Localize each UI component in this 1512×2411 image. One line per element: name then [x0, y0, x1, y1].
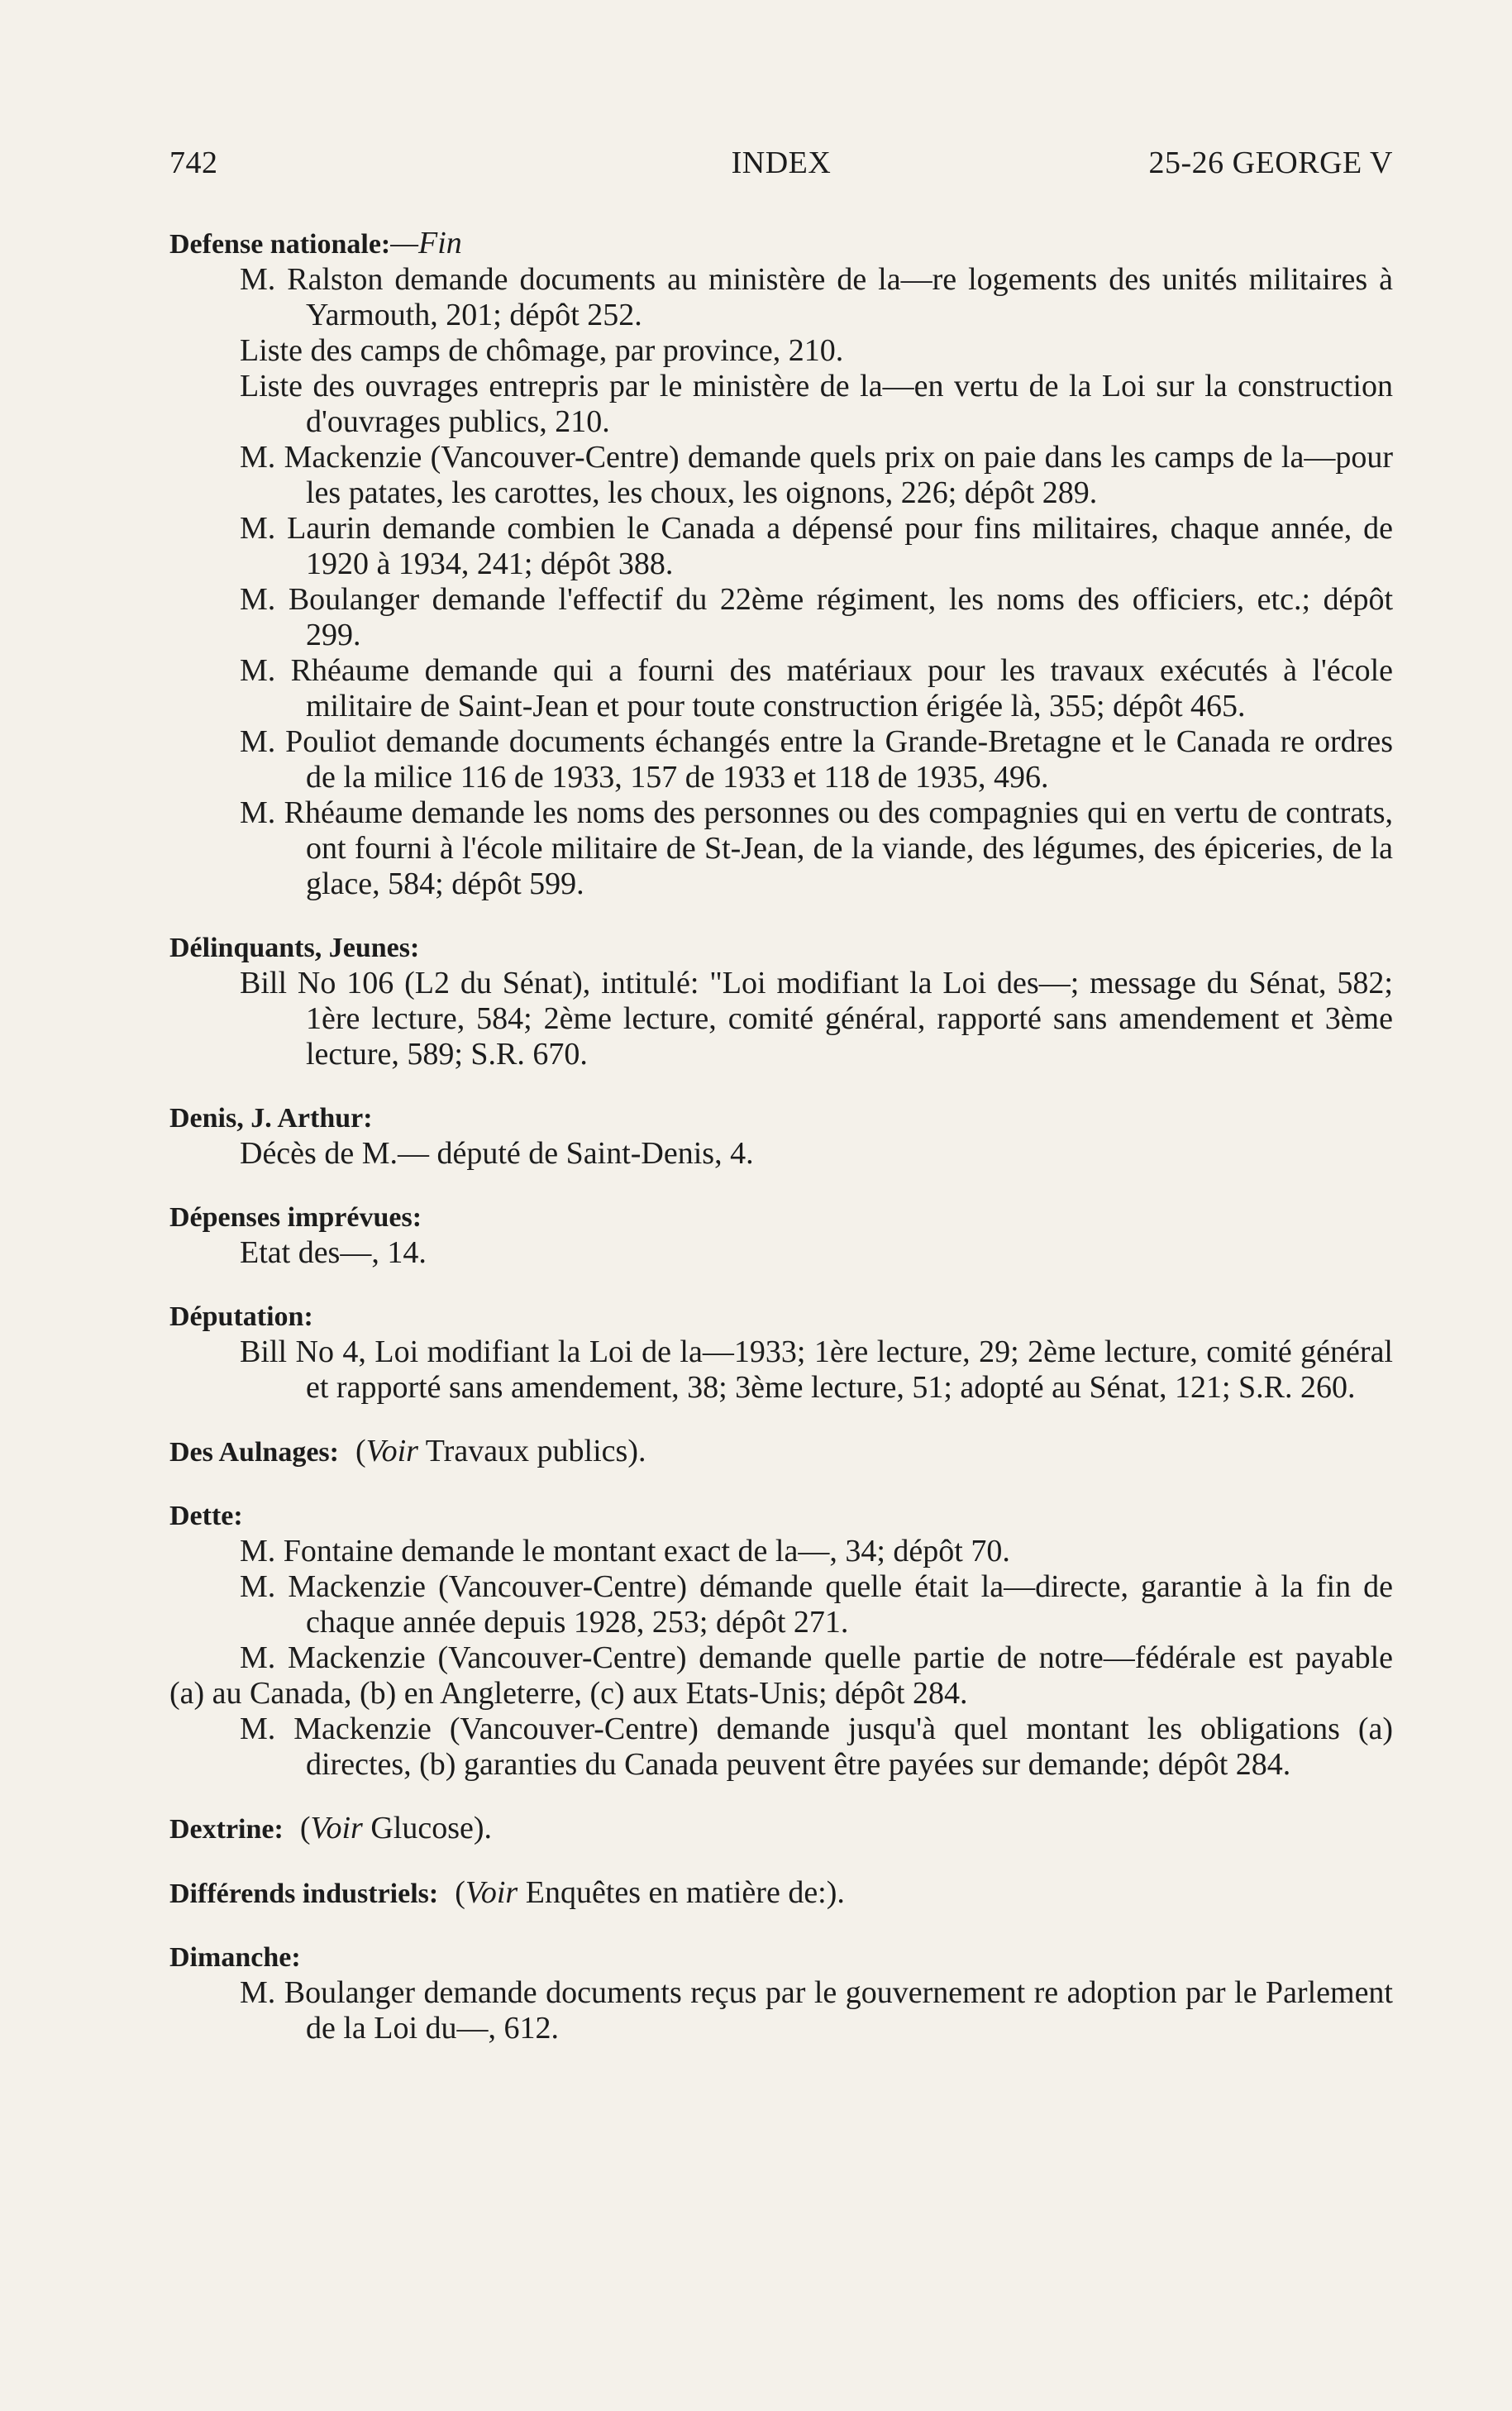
index-section-des-aulnages: [169, 1434, 1393, 1470]
index-entry: Bill No 4, Loi modifiant la Loi de la—1933; 1ère lecture, 29; 2ème lecture, comité général et rapporté sans amendement, 38; 3ème lecture, 51; adopté au Sénat, 121; S.R. 260.: [240, 1334, 1393, 1405]
section-heading: Dextrine: (Voir Glucose).: [169, 1811, 493, 1845]
index-entry: M. Boulanger demande l'effectif du 22ème régiment, les noms des officiers, etc.; dépôt 299.: [240, 582, 1393, 652]
index-section-dextrine: [169, 1811, 1393, 1847]
index-entry: Décès de M.— député de Saint-Denis, 4.: [240, 1136, 754, 1171]
index-entry: M. Ralston demande documents au ministère de la—re logements des unités militaires à Yarmouth, 201; dépôt 252.: [240, 262, 1393, 332]
index-entry: M. Mackenzie (Vancouver-Centre) demande quels prix on paie dans les camps de la—pour les patates, les carottes, les choux, les oignons, 226; dépôt 289.: [240, 440, 1393, 510]
index-section-dimanche: [169, 1940, 1393, 2046]
index-section-deputation: [169, 1299, 1393, 1406]
section-heading: Defense nationale:—Fin: [169, 226, 462, 260]
index-entry: M. Rhéaume demande qui a fourni des matériaux pour les travaux exécutés à l'école militaire de Saint-Jean et pour toute construction érigée là, 355; dépôt 465.: [240, 653, 1393, 723]
section-heading: Différends industriels: (Voir Enquêtes en matière de:).: [169, 1875, 845, 1910]
index-section-differends-industriels: [169, 1875, 1393, 1912]
index-entry: Liste des ouvrages entrepris par le ministère de la—en vertu de la Loi sur la construction d'ouvrages publics, 210.: [240, 369, 1393, 439]
index-section-depenses-imprevues: [169, 1200, 1393, 1271]
running-title: INDEX: [731, 146, 832, 180]
index-entry: M. Fontaine demande le montant exact de la—, 34; dépôt 70.: [240, 1534, 1010, 1568]
index-entry: M. Rhéaume demande les noms des personnes ou des compagnies qui en vertu de contrats, ont fourni à l'école militaire de St-Jean, de la viande, des légumes, des épiceries, de la glace, 584; dépôt 599.: [240, 795, 1393, 901]
index-entry: M. Laurin demande combien le Canada a dépensé pour fins militaires, chaque année, de 1920 à 1934, 241; dépôt 388.: [240, 511, 1393, 581]
index-section-dette: [169, 1498, 1393, 1783]
index-entry: Etat des—, 14.: [240, 1235, 427, 1270]
index-entry: Liste des camps de chômage, par province, 210.: [240, 333, 844, 368]
index-entry: M. Mackenzie (Vancouver-Centre) démande quelle était la—directe, garantie à la fin de chaque année depuis 1928, 253; dépôt 271.: [240, 1569, 1393, 1640]
cross-reference: (Voir Glucose).: [299, 1811, 493, 1845]
index-entry: M. Mackenzie (Vancouver-Centre) demande quelle partie de notre—fédérale est payable (a) au Canada, (b) en Angleterre, (c) aux Etats-Unis; dépôt 284.: [169, 1640, 1393, 1711]
index-entry: M. Pouliot demande documents échangés entre la Grande-Bretagne et le Canada re ordres de la milice 116 de 1933, 157 de 1933 et 118 de 1935, 496.: [240, 724, 1393, 795]
cross-reference: (Voir Enquêtes en matière de:).: [455, 1875, 845, 1910]
page-number: 742: [169, 146, 218, 180]
volume-reference: 25-26 GEORGE V: [1148, 146, 1393, 180]
section-heading: Denis, J. Arthur:: [169, 1103, 373, 1134]
index-section-defense-nationale: [169, 226, 1393, 902]
section-heading: Dépenses imprévues:: [169, 1202, 422, 1233]
index-section-delinquants-jeunes: [169, 930, 1393, 1072]
section-heading: Des Aulnages: (Voir Travaux publics).: [169, 1434, 646, 1468]
index-entry: M. Mackenzie (Vancouver-Centre) demande jusqu'à quel montant les obligations (a) directes, (b) garanties du Canada peuvent être payées sur demande; dépôt 284.: [240, 1712, 1393, 1782]
section-heading: Députation:: [169, 1301, 313, 1332]
section-heading: Dimanche:: [169, 1942, 301, 1973]
index-section-denis-j-arthur: [169, 1100, 1393, 1172]
section-heading: Délinquants, Jeunes:: [169, 933, 420, 963]
section-heading: Dette:: [169, 1501, 243, 1531]
heading-suffix: —Fin: [390, 226, 462, 260]
cross-reference: (Voir Travaux publics).: [355, 1434, 646, 1468]
index-entry: Bill No 106 (L2 du Sénat), intitulé: "Loi modifiant la Loi des—; message du Sénat, 582; 1ère lecture, 584; 2ème lecture, comité général, rapporté sans amendement et 3ème lecture, 589; S.R. 670.: [240, 966, 1393, 1072]
running-head: [169, 145, 1393, 194]
index-content: [169, 226, 1393, 2046]
index-entry: M. Boulanger demande documents reçus par le gouvernement re adoption par le Parlement de la Loi du—, 612.: [240, 1975, 1393, 2046]
index-page: [169, 145, 1393, 2074]
